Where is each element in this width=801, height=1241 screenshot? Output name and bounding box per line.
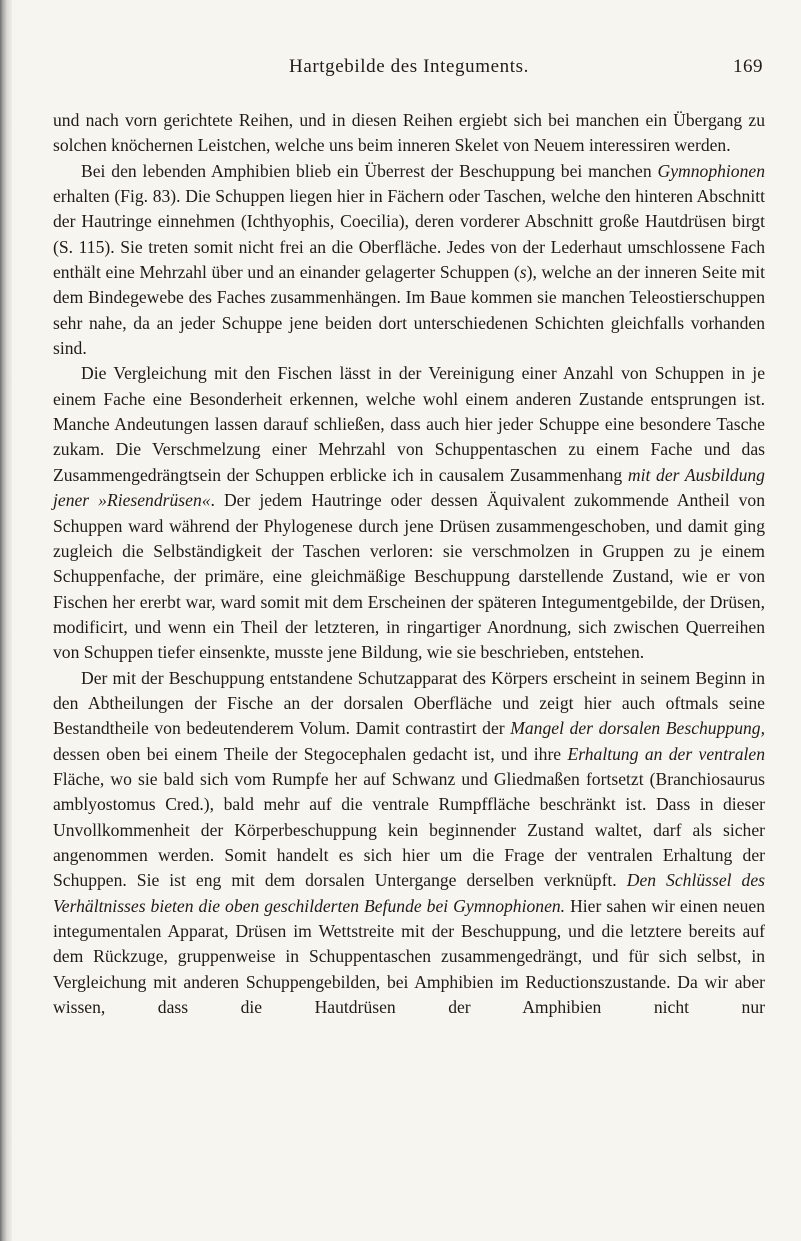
paragraph-1-text: und nach vorn gerichtete Reihen, und in diesen Reihen ergiebt sich bei manchen ein Übergang zu solchen knöchernen Leistchen, welche uns beim inneren Skelet von Neuem interessiren werden. xyxy=(53,110,765,156)
paragraph-2-text-1: Bei den lebenden Amphibien blieb ein Überrest der Beschuppung bei manchen xyxy=(81,160,658,181)
paragraph-4 xyxy=(53,666,765,1021)
paragraph-2 xyxy=(53,159,765,362)
paragraph-3-emphasis-1: mit der Ausbildung jener »Riesendrüsen« xyxy=(53,464,765,511)
paragraph-4-text-4: Hier sahen wir einen neuen integumentalen Apparat, Drüsen im Wettstreite mit der Beschuppung, und die letztere bereits auf dem Rückzuge, gruppenweise in Schuppentaschen zusammengedrängt, und für sich selbst, in Vergleichung mit anderen Schuppengebilden, bei Amphibien im Reductionszustande. Da wir aber wissen, dass die Hautdrüsen der Amphibien nicht nur xyxy=(53,895,765,1018)
page-number: 169 xyxy=(733,56,763,77)
paragraph-2-text-3: ), welche an der inneren Seite mit dem Bindegewebe des Faches zusammenhängen. Im Baue kommen sie manchen Teleostierschuppen sehr nahe, da an jeder Schuppe jene beiden dort unterschiedenen Schichten gleichfalls vorhanden sind. xyxy=(53,262,765,359)
paragraph-1 xyxy=(53,108,765,159)
paragraph-4-text-2: dessen oben bei einem Theile der Stegocephalen gedacht ist, und ihre xyxy=(53,743,568,764)
book-page xyxy=(53,0,765,1241)
paragraph-3-text-2: . Der jedem Hautringe oder dessen Äquivalent zukommende Antheil von Schuppen ward während der Phylogenese durch jene Drüsen zusammengeschoben, und damit ging zugleich die Selbständigkeit der Taschen verloren: sie verschmolzen in Gruppen zu je einem Schuppenfache, der primäre, eine gleichmäßige Beschuppung darstellende Zustand, wie er von Fischen her ererbt war, ward somit mit dem Erscheinen der späteren Integumentgebilde, der Drüsen, modificirt, und wenn ein Theil der letzteren, in ringartiger Anordnung, sich zwischen Querreihen von Schuppen tiefer einsenkte, musste jene Bildung, wie sie beschrieben, entstehen. xyxy=(53,490,765,663)
paragraph-4-emphasis-2: Erhaltung an der ventralen xyxy=(567,743,765,764)
running-head xyxy=(53,56,765,84)
paragraph-4-emphasis-3: Den Schlüssel des Verhältnisses bieten die oben geschilderten Befunde bei Gymnophionen. xyxy=(53,870,766,916)
paragraph-4-text-3: Fläche, wo sie bald sich vom Rumpfe her auf Schwanz und Gliedmaßen fortsetzt (Branchiosaurus amblyostomus Cred.), bald mehr auf die ventrale Rumpffläche beschränkt ist. Dass in dieser Unvollkommenheit der Körperbeschuppung kein beginnender Zustand waltet, darf als sicher angenommen werden. Somit handelt es sich hier um die Frage der ventralen Erhaltung der Schuppen. Sie ist eng mit dem dorsalen Untergange derselben verknüpft. xyxy=(53,768,765,891)
book-binding-shadow xyxy=(0,0,12,1241)
paragraph-2-emphasis-2: s xyxy=(519,262,527,283)
body-text xyxy=(53,108,765,1020)
paragraph-3-text-1: Die Vergleichung mit den Fischen lässt in der Vereinigung einer Anzahl von Schuppen in je einem Fache eine Besonderheit erkennen, welche wohl einem anderen Zustande entsprungen ist. Manche Andeutungen lassen darauf schließen, dass auch hier jeder Schuppe eine besondere Tasche zukam. Die Verschmelzung einer Mehrzahl von Schuppentaschen zu einem Fache und das Zusammengedrängtsein der Schuppen erblicke ich in causalem Zusammenhang xyxy=(53,363,765,485)
paragraph-3 xyxy=(53,361,765,665)
paragraph-4-text-1: Der mit der Beschuppung entstandene Schutzapparat des Körpers erscheint in seinem Beginn in den Abtheilungen der Fische an der dorsalen Oberfläche und zeigt hier auch oftmals seine Bestandtheile von bedeutenderem Volum. Damit contrastirt der xyxy=(53,667,765,739)
paragraph-2-text-2: erhalten (Fig. 83). Die Schuppen liegen hier in Fächern oder Taschen, welche den hinteren Abschnitt der Hautringe einnehmen (Ichthyophis, Coecilia), deren vorderer Abschnitt große Hautdrüsen birgt (S. 115). Sie treten somit nicht frei an die Oberfläche. Jedes von der Lederhaut umschlossene Fach enthält eine Mehrzahl über und an einander gelagerter Schuppen ( xyxy=(53,186,765,283)
paragraph-2-emphasis-1: Gymnophionen xyxy=(657,160,765,181)
running-head-title: Hartgebilde des Integuments. xyxy=(289,56,529,77)
paragraph-4-emphasis-1: Mangel der dorsalen Beschuppung, xyxy=(510,718,765,739)
